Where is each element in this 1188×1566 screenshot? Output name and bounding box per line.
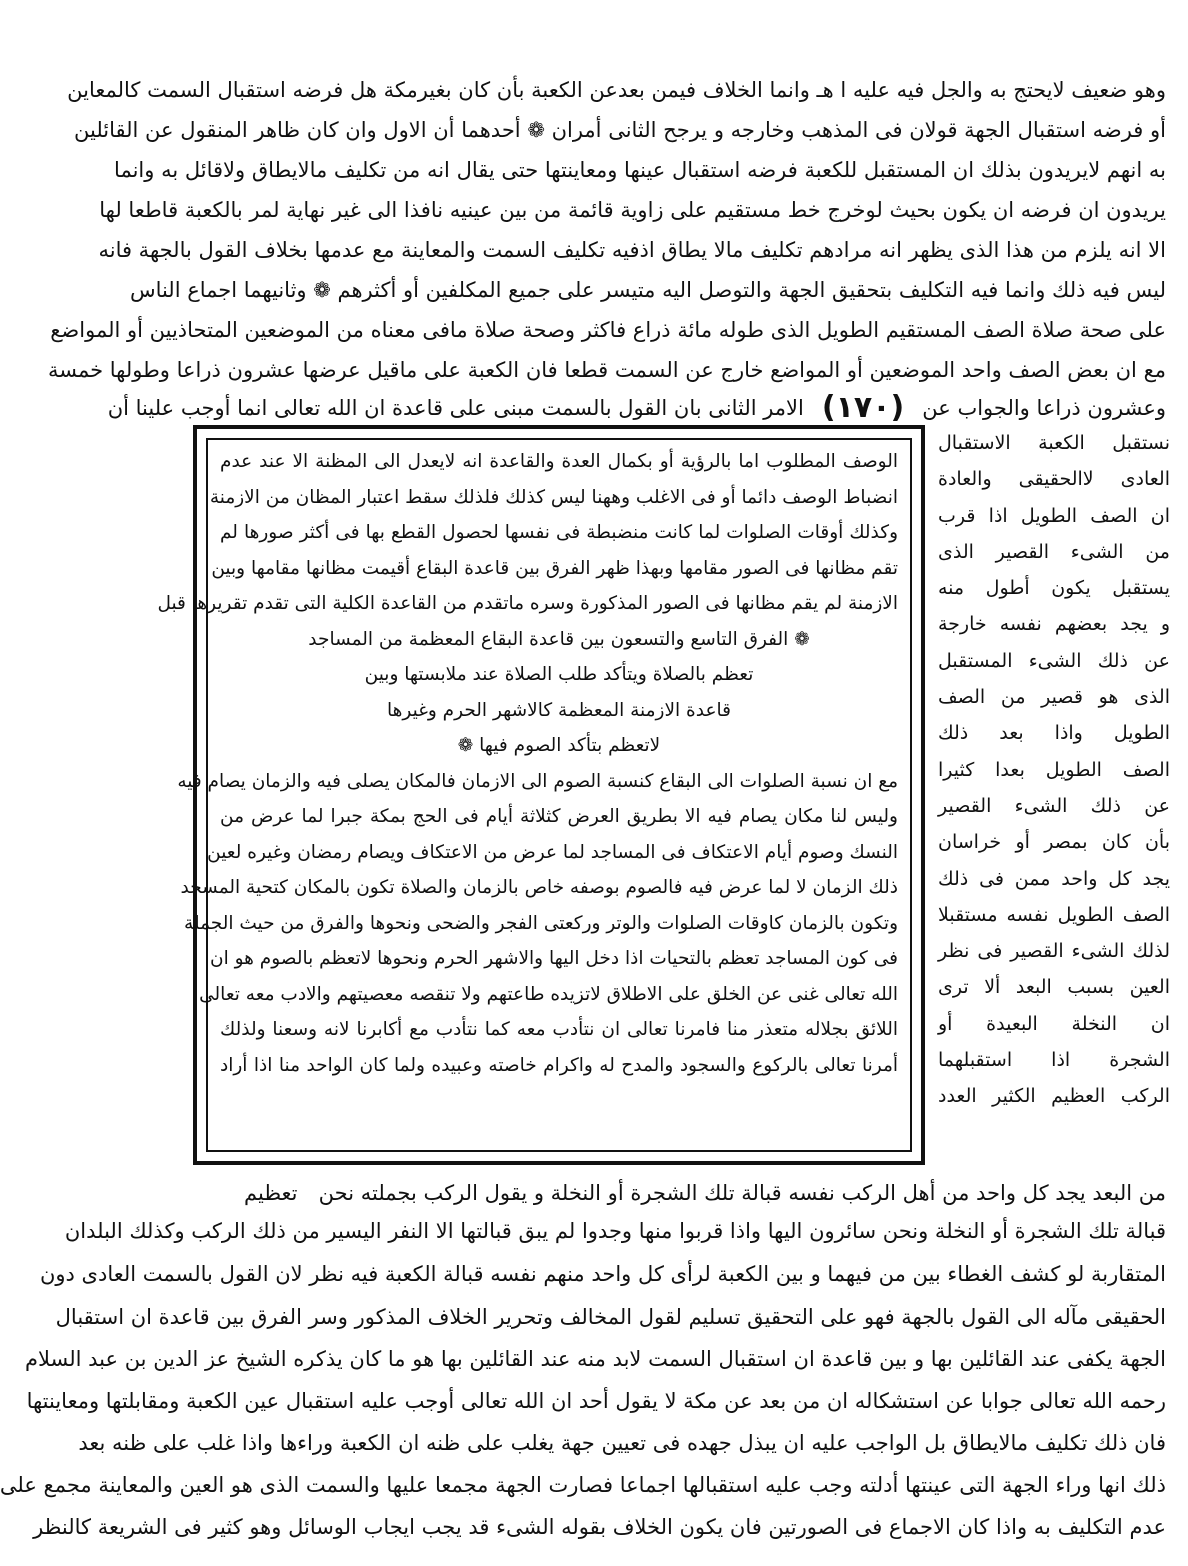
- side-line: يجد كل واحد ممن فى ذلك: [938, 867, 1170, 890]
- commentary-line: وكذلك أوقات الصلوات لما كانت منضبطة فى نفسها لحصول القطع بها فى أكثر صورها لم: [220, 522, 898, 543]
- side-line: الطويل واذا بعد ذلك: [938, 722, 1170, 745]
- text-line: المتقاربة لو كشف الغطاء بين من فيهما و بين الكعبة لرأى كل واحد منهم نفسه قبالة الكعبة فيه نظر لان القول بالسمت العادى دون: [39, 1262, 1166, 1286]
- text-line: فان ذلك تكليف مالايطاق بل الواجب عليه ان يبذل جهده فى تعيين جهة يغلب على ظنه ان الكعبة وراءها واذا غلب على ظنه بعد: [78, 1431, 1166, 1455]
- text-line: ذلك انها وراء الجهة التى عينتها أدلته وجب عليه استقبالها اجماعا فصارت الجهة مجمعا عليها والسمت الذى هو العين والمعاينة مجمع على: [0, 1473, 1166, 1497]
- commentary-line: انضباط الوصف دائما أو فى الاغلب وههنا ليس كذلك فلذلك سقط اعتبار المظان من الازمنة: [209, 486, 898, 508]
- commentary-line: فى كون المساجد تعظم بالتحيات اذا دخل اليها والاشهر الحرم ونحوها لاتعظم بالصوم هو ان: [209, 948, 898, 969]
- side-line: العادى لاالحقيقى والعادة: [938, 468, 1170, 491]
- text-line: يريدون ان فرضه ان يكون بحيث لوخرج خط مستقيم على زاوية قائمة من بين عينيه نافذا الى غير نهاية لمر بالكعبة قاطعا لها: [99, 198, 1166, 222]
- side-line: الشجرة اذا استقبلهما: [938, 1049, 1170, 1072]
- side-line: ان النخلة البعيدة أو: [938, 1012, 1170, 1035]
- side-line: بأن كان بمصر أو خراسان: [938, 831, 1170, 854]
- text-segment: الامر الثانى بان القول بالسمت مبنى على قاعدة ان الله تعالى انما أوجب علينا أن: [107, 396, 804, 420]
- text-line: على صحة صلاة الصف المستقيم الطويل الذى طوله مائة ذراع فاكثر وصحة صلاة مافى معناه من الموضعين المتحاذيين أو المواضع: [50, 318, 1166, 342]
- side-line: الركب العظيم الكثير العدد: [938, 1085, 1170, 1108]
- text-line: رحمه الله تعالى جوابا عن استشكاله ان من بعد عن مكة لا يقول أحد ان الله تعالى أوجب عليه استقبال عين الكعبة ومقابلتها ومعاينتها: [26, 1389, 1166, 1413]
- text-line: [204, 1173, 1166, 1213]
- commentary-line: مع ان نسبة الصلوات الى البقاع كنسبة الصوم الى الازمان فالمكان يصلى فيه والزمان يصام فيه: [177, 770, 898, 792]
- text-line: الجهة يكفى عند القائلين بها و بين قاعدة ان استقبال السمت لابد منه عند القائلين بها هو ما كان يذكره الشيخ عز الدين بن عبد السلام: [24, 1347, 1166, 1371]
- commentary-line: الازمنة لم يقم مظانها فى الصور المذكورة وسره ماتقدم من القاعدة الكلية التى تقدم تقريرها قبل: [157, 593, 898, 614]
- text-line: أو فرضه استقبال الجهة قولان فى المذهب وخارجه و يرجح الثانى أمران ❁ أحدهما أن الاول وان كان ظاهر المنقول عن القائلين: [74, 118, 1166, 142]
- commentary-frame: [157, 425, 925, 1165]
- side-line: الذى هو قصير من الصف: [938, 686, 1170, 709]
- commentary-line: وتكون بالزمان كاوقات الصلوات والوتر وركعتى الفجر والضحى ونحوها والفرق من حيث الجملة: [184, 912, 898, 934]
- section-heading: ❁ الفرق التاسع والتسعون بين قاعدة البقاع المعظمة من المساجد: [308, 628, 810, 650]
- commentary-line: وليس لنا مكان يصام فيه الا بطريق العرض كثلاثة أيام فى الحج بمكة جبرا لما عرض من: [220, 806, 898, 827]
- side-line: يستقبل يكون أطول منه: [938, 577, 1170, 600]
- text-line: الحقيقى مآله الى القول بالجهة فهو على التحقيق تسليم لقول المخالف وتحرير الخلاف المذكور وسر الفرق بين قاعدة ان استقبال: [55, 1305, 1166, 1329]
- side-line: لذلك الشىء القصير فى نظر: [938, 940, 1170, 963]
- side-line: الصف الطويل نفسه مستقبلا: [938, 903, 1170, 926]
- side-line: الصف الطويل بعدا كثيرا: [938, 758, 1170, 781]
- side-line: عن ذلك الشىء المستقبل: [938, 649, 1170, 672]
- commentary-inner-frame: [157, 438, 912, 1152]
- side-line: نستقبل الكعبة الاستقبال: [938, 432, 1170, 454]
- text-segment: من البعد يجد كل واحد من أهل الركب نفسه قبالة تلك الشجرة أو النخلة و يقول الركب بجملته نحن: [318, 1181, 1166, 1205]
- section-heading: تعظم بالصلاة ويتأكد طلب الصلاة عند ملابستها وبين: [364, 664, 754, 685]
- commentary-line: اللائق بجلاله متعذر منا فامرنا تعالى ان نتأدب معه كما نتأدب مع أكابرنا لانه وسعنا ولذلك: [220, 1019, 898, 1040]
- side-column: [938, 425, 1170, 1115]
- side-line: و يجد بعضهم نفسه خارجة: [938, 613, 1170, 636]
- text-line: قبالة تلك الشجرة أو النخلة ونحن سائرون اليها واذا قربوا منها وجدوا لم يبق قبالتها الا النفر اليسير من ذلك الركب وكذلك البلدان: [64, 1219, 1166, 1243]
- page-number: (١٧٠): [821, 390, 905, 425]
- commentary-line: ذلك الزمان لا لما عرض فيه فالصوم بوصفه خاص بالزمان والصلاة تكون بالمكان كتحية المسجد: [180, 877, 898, 898]
- text-line: وهو ضعيف لايحتج به والجل فيه عليه ا هـ وانما الخلاف فيمن بعدعن الكعبة بأن كان بغيرمكة هل فرضه استقبال السمت كالمعاين: [67, 78, 1166, 102]
- text-line: الا انه يلزم من هذا الذى يظهر انه مرادهم تكليف مالا يطاق اذفيه تكليف السمت والمعاينة مع عدمها بخلاف القول بالجهة فانه: [98, 238, 1166, 262]
- text-line-with-page-number: [107, 388, 1166, 428]
- side-line: من الشىء القصير الذى: [938, 540, 1170, 563]
- section-heading: قاعدة الازمنة المعظمة كالاشهر الحرم وغيرها: [387, 699, 731, 721]
- commentary-line: النسك وصوم أيام الاعتكاف فى المساجد لما عرض من الاعتكاف ويصام رمضان وغيره لعين: [207, 841, 898, 863]
- section-heading: لاتعظم بتأكد الصوم فيها ❁: [457, 735, 661, 756]
- commentary-line: أمرنا تعالى بالركوع والسجود والمدح له واكرام خاصته وعبيده ولما كان الواحد منا اذا أراد: [220, 1054, 898, 1076]
- side-line: العين بسبب البعد ألا ترى: [938, 976, 1170, 999]
- commentary-line: تقم مظانها فى الصور مقامها وبهذا ظهر الفرق بين قاعدة البقاع أقيمت مظانها مقامها وبين: [211, 557, 898, 579]
- text-line: عدم التكليف به واذا كان الاجماع فى الصورتين فان يكون الخلاف بقوله الشىء قد يجب ايجاب الوسائل وهو كثير فى الشريعة كالنظر: [33, 1515, 1166, 1539]
- text-line: مع ان بعض الصف واحد الموضعين أو المواضع خارج عن السمت قطعا فان الكعبة على ماقيل عرضها عشرون ذراعا وطولها خمسة: [47, 358, 1166, 382]
- commentary-line: الله تعالى غنى عن الخلق على الاطلاق لاتزيده طاعتهم ولا تنقصه معصيتهم والادب معه تعالى: [199, 983, 898, 1005]
- side-line: ان الصف الطويل اذا قرب: [938, 504, 1170, 527]
- text-segment: وعشرون ذراعا والجواب عن: [922, 396, 1166, 420]
- text-line: به انهم لايريدون بذلك ان المستقبل للكعبة فرضه استقبال عينها ومعاينتها حتى يقال انه من تكليف مالايطاق ولاقائل به وانما: [114, 158, 1166, 182]
- commentary-line: الوصف المطلوب اما بالرؤية أو بكمال العدة والقاعدة انه لايعدل الى المظنة الا عند عدم: [220, 451, 898, 472]
- side-line: عن ذلك الشىء القصير: [938, 794, 1170, 817]
- catchword: تعظيم: [244, 1181, 298, 1205]
- text-line: ليس فيه ذلك وانما فيه التكليف بتحقيق الجهة والتوصل اليه متيسر على جميع المكلفين أو أكثرهم ❁ وثانيهما اجماع الناس: [129, 278, 1166, 302]
